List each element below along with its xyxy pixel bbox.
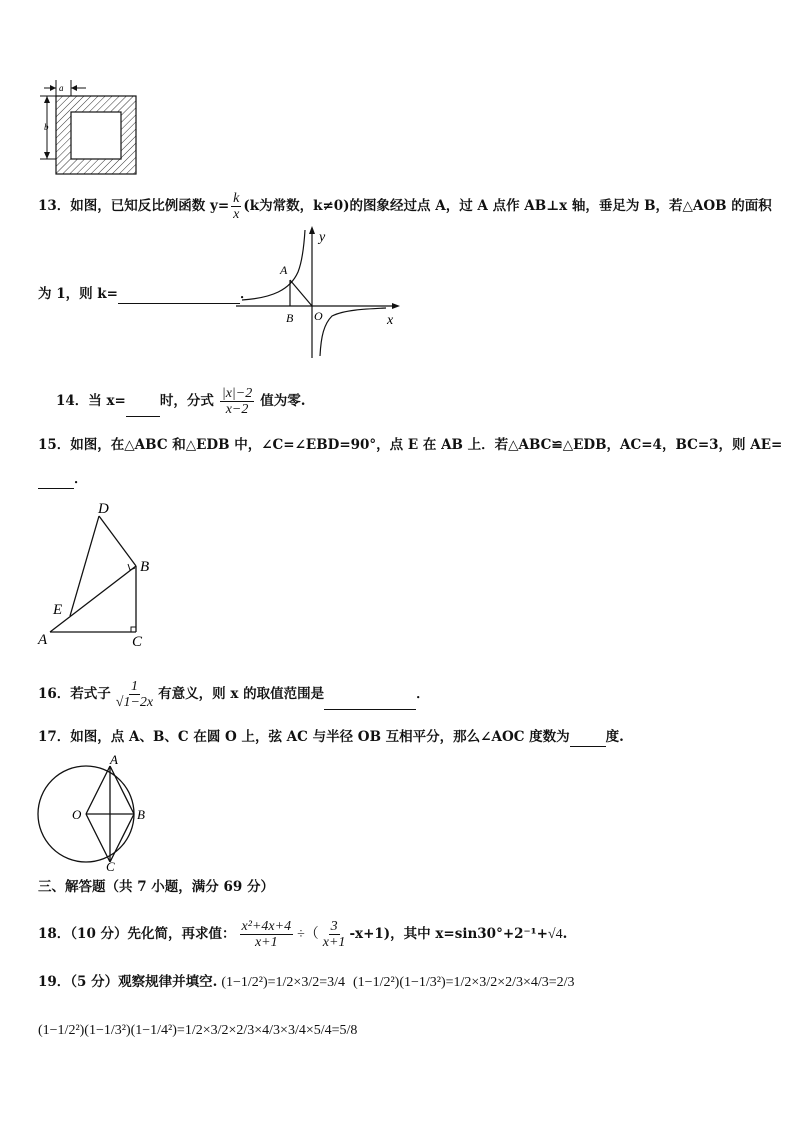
q13-answer-blank[interactable] bbox=[118, 289, 240, 304]
q13-text-c: 为 1，则 k= bbox=[38, 286, 118, 302]
q17-end: 度. bbox=[605, 729, 624, 745]
tri-label-E: E bbox=[53, 602, 63, 618]
q14-text-b: 时，分式 bbox=[159, 393, 214, 409]
q18-tail: -x+1)，其中 x=sin30°+2⁻¹+ bbox=[349, 926, 548, 942]
q19-eq3: (1−1/2²)(1−1/3²)(1−1/4²)=1/2×3/2×2/3×4/3×3/4×5/4=5/8 bbox=[38, 1023, 358, 1038]
q17-text: 如图，点 A、B、C 在圆 O 上，弦 AC 与半径 OB 互相平分，那么∠AOC 度数为 bbox=[70, 729, 570, 745]
q16-frac-den: √1−2x bbox=[115, 695, 154, 710]
q16-text-b: 有意义，则 x 的取值范围是 bbox=[158, 686, 325, 702]
triangle-figure bbox=[36, 498, 164, 650]
q15-answer-blank[interactable] bbox=[38, 474, 74, 489]
q19-eq1: (1−1/2²)=1/2×3/2=3/4 bbox=[221, 975, 346, 990]
q14-number: 14． bbox=[56, 393, 89, 409]
square-frame-figure bbox=[36, 80, 140, 176]
q15-number: 15． bbox=[38, 437, 71, 453]
q19-text: 观察规律并填空. bbox=[118, 974, 218, 990]
circle-label-B: B bbox=[137, 807, 145, 822]
q15-end: ． bbox=[74, 471, 88, 487]
q18-divide: ÷（ bbox=[297, 927, 319, 942]
graph-label-y: y bbox=[319, 230, 326, 245]
tri-label-B: B bbox=[140, 559, 150, 575]
q19-line1 bbox=[38, 972, 575, 993]
q18-line bbox=[38, 919, 567, 950]
circle-label-A: A bbox=[110, 752, 118, 767]
label-b: b bbox=[44, 122, 49, 132]
graph-label-A: A bbox=[280, 263, 288, 277]
q13-frac-num: k bbox=[233, 191, 240, 206]
tri-label-C: C bbox=[132, 634, 143, 650]
graph-label-x: x bbox=[387, 313, 394, 328]
q14-text-a: 当 x= bbox=[88, 393, 126, 409]
q18-number: 18． bbox=[38, 926, 71, 942]
q16-answer-blank[interactable] bbox=[324, 695, 416, 710]
q17-line bbox=[38, 727, 624, 747]
q13-text-b: (k为常数，k≠0)的图象经过点 A，过 A 点作 AB⊥x 轴，垂足为 B，若△AOB 的面积 bbox=[243, 198, 772, 214]
q19-line2 bbox=[38, 1020, 357, 1041]
q13-frac-den: x bbox=[233, 207, 240, 222]
q16-fraction bbox=[114, 679, 155, 710]
q16-text-a: 若式子 bbox=[70, 686, 111, 702]
q17-answer-blank[interactable] bbox=[570, 732, 606, 747]
circle-label-O: O bbox=[72, 807, 82, 822]
q18-score: （10 分） bbox=[70, 926, 128, 942]
q18-root: √4 bbox=[547, 927, 563, 942]
q14-line bbox=[56, 386, 305, 417]
q15-text: 如图，在△ABC 和△EDB 中，∠C=∠EBD=90°，点 E 在 AB 上．若△ABC≌△EDB，AC=4，BC=3，则 AE= bbox=[70, 437, 783, 453]
section-title: 三、解答题（共 7 小题，满分 69 分） bbox=[38, 879, 274, 895]
q14-frac-num: |x|−2 bbox=[221, 386, 253, 401]
q14-answer-blank[interactable] bbox=[126, 402, 160, 417]
graph-label-O: O bbox=[314, 309, 323, 323]
q18-frac1-den: x+1 bbox=[254, 935, 278, 950]
q16-frac-num: 1 bbox=[130, 679, 138, 694]
graph-label-B: B bbox=[286, 311, 294, 325]
q16-line bbox=[38, 679, 430, 710]
q18-text-a: 先化简，再求值： bbox=[127, 926, 236, 942]
inverse-function-graph bbox=[232, 224, 408, 362]
q16-end: ． bbox=[416, 686, 430, 702]
q19-eq2: (1−1/2²)(1−1/3²)=1/2×3/2×2/3×4/3=2/3 bbox=[353, 975, 575, 990]
q16-number: 16． bbox=[38, 686, 71, 702]
tri-label-D: D bbox=[98, 501, 109, 517]
q13-end: ． bbox=[239, 286, 254, 302]
q18-frac2-den: x+1 bbox=[322, 935, 346, 950]
q18-fraction-1 bbox=[240, 919, 294, 950]
q17-number: 17． bbox=[38, 729, 71, 745]
q18-frac2-num: 3 bbox=[330, 919, 338, 934]
q13-text-a: 如图，已知反比例函数 y= bbox=[70, 198, 230, 214]
q15-line1 bbox=[38, 435, 782, 455]
tri-label-A: A bbox=[38, 632, 48, 648]
q19-score: （5 分） bbox=[70, 974, 119, 990]
q14-text-c: 值为零. bbox=[260, 393, 306, 409]
circle-figure bbox=[34, 752, 164, 872]
q13-line1 bbox=[38, 191, 772, 222]
q13-line2 bbox=[38, 284, 253, 304]
q15-line2 bbox=[38, 469, 88, 489]
label-a: a bbox=[59, 83, 64, 93]
q18-frac1-num: x²+4x+4 bbox=[241, 919, 292, 934]
q14-frac-den: x−2 bbox=[225, 402, 249, 417]
q18-fraction-2 bbox=[321, 919, 348, 950]
q13-fraction bbox=[231, 191, 241, 222]
q13-number: 13． bbox=[38, 198, 71, 214]
q19-number: 19． bbox=[38, 974, 71, 990]
circle-label-C: C bbox=[106, 859, 115, 872]
q14-fraction bbox=[220, 386, 254, 417]
q18-end: . bbox=[562, 926, 568, 942]
